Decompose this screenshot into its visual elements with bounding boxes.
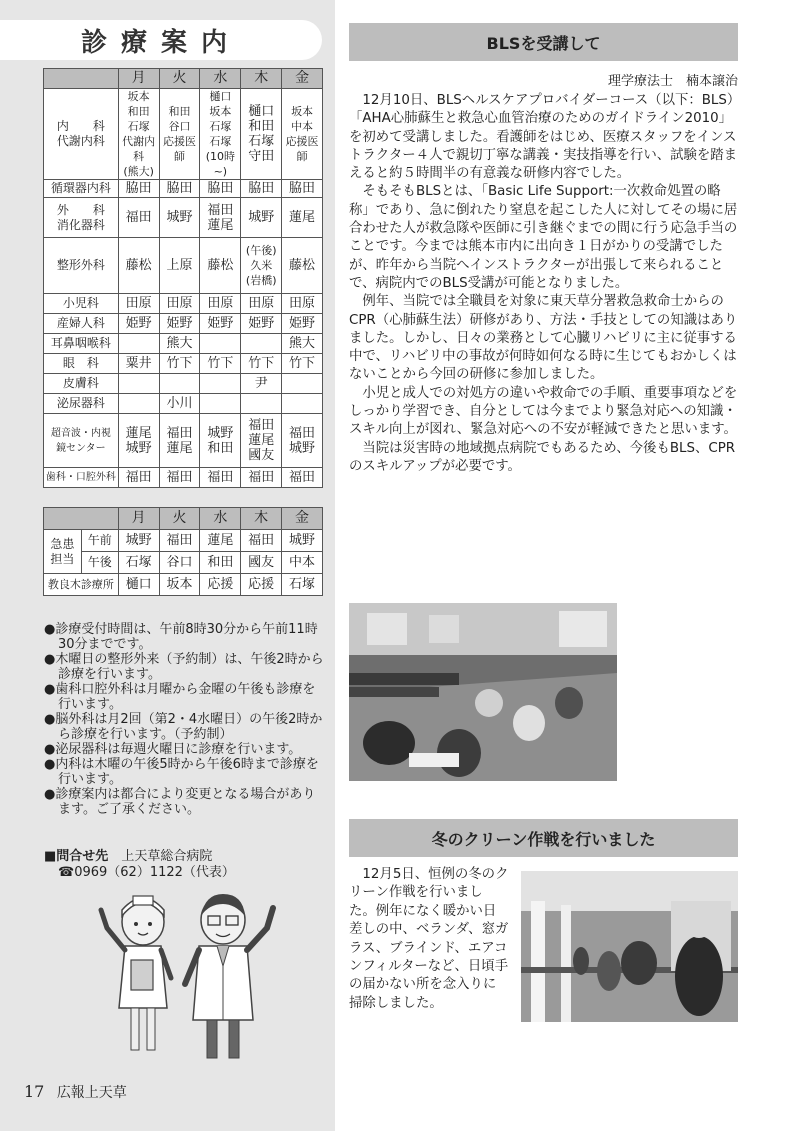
doctor-cell: 福田 城野 (282, 414, 323, 468)
publication-name: 広報上天草 (56, 1085, 127, 1101)
note-item: ●診療案内は都合により変更となる場合があります。ご了承ください。 (44, 787, 316, 817)
doctor-cell: 上原 (159, 238, 200, 294)
bls-paragraph: 小児と成人での対処方の違いや救命での手順、重要事項などをしっかり学習でき、自分としては今までより緊急対応への知識・スキル向上が図れ、緊急対応への不安が軽減できたと思います。 (349, 385, 738, 438)
doctor-cell: 城野 (159, 198, 200, 238)
doctor-cell: 田原 (241, 294, 282, 314)
doctor-cell: 城野 (241, 198, 282, 238)
clean-section-title: 冬のクリーン作戦を行いました (349, 819, 738, 857)
doctor-cell: 藤松 (200, 238, 241, 294)
doctor-cell (118, 374, 159, 394)
doctor-cell: 粟井 (118, 354, 159, 374)
department-name: 歯科・口腔外科 (44, 468, 119, 488)
doctor-cell: 蓮尾 城野 (118, 414, 159, 468)
doctor-cell (282, 394, 323, 414)
doctor-cell: (午後) 久米 (岩橋) (241, 238, 282, 294)
note-item: ●歯科口腔外科は月曜から金曜の午後も診療を行います。 (44, 682, 316, 712)
doctor-cell (282, 374, 323, 394)
inquiry-phone: ☎0969（62）1122（代表） (58, 865, 235, 880)
doctor-cell: 田原 (159, 294, 200, 314)
doctor-cell: 熊大 (282, 334, 323, 354)
doctor-cell: 福田 (282, 468, 323, 488)
clean-article-body (349, 866, 509, 1013)
day-header: 木 (241, 69, 282, 89)
schedule-row (44, 394, 323, 414)
doctor-cell: 福田 蓮尾 (200, 198, 241, 238)
doctor-cell (200, 334, 241, 354)
schedule-row (44, 198, 323, 238)
doctor-cell: 和田 谷口 応援医師 (159, 89, 200, 180)
emergency-pm-cell: 和田 (200, 552, 241, 574)
schedule-row (44, 468, 323, 488)
doctor-cell (118, 334, 159, 354)
clean-paragraph: 12月5日、恒例の冬のクリーン作戦を行いました。例年になく暖かい日差しの中、ベランダ、窓ガラス、ブラインド、エアコンフィルターなど、日頃手の届かない所を念入りに掃除しました。 (349, 867, 509, 1011)
schedule-row (44, 414, 323, 468)
nurse-figure (101, 896, 171, 1050)
clinic-cell: 石塚 (282, 574, 323, 596)
emergency-am-row (44, 530, 323, 552)
department-name: 泌尿器科 (44, 394, 119, 414)
doctor-cell: 樋口 坂本 石塚 石塚 (10時~) (200, 89, 241, 180)
doctor-cell: 福田 (118, 468, 159, 488)
inquiry (44, 849, 235, 881)
doctor-cell: 田原 (200, 294, 241, 314)
emergency-am-cell: 蓮尾 (200, 530, 241, 552)
emergency-pm-cell: 谷口 (159, 552, 200, 574)
doctor-cell: 小川 (159, 394, 200, 414)
department-name: 小児科 (44, 294, 119, 314)
emergency-pm-cell: 國友 (241, 552, 282, 574)
doctor-cell (118, 394, 159, 414)
emergency-am-cell: 福田 (241, 530, 282, 552)
emergency-table (43, 507, 323, 596)
department-name: 整形外科 (44, 238, 119, 294)
schedule-row (44, 180, 323, 198)
bls-author: 理学療法士 楠本譲治 (607, 74, 738, 89)
note-item: ●木曜日の整形外来（予約制）は、午後2時から診療を行います。 (44, 652, 324, 682)
doctor-cell: 福田 (159, 468, 200, 488)
doctor-cell (200, 374, 241, 394)
doctor-cell: 樋口 和田 石塚 守田 (241, 89, 282, 180)
doctor-cell (241, 334, 282, 354)
day-header: 火 (159, 508, 200, 530)
schedule-row (44, 314, 323, 334)
doctor-cell: 脇田 (200, 180, 241, 198)
doctor-cell: 坂本 和田 石塚 代謝内科 (熊大) (118, 89, 159, 180)
bls-paragraph: 12月10日、BLSヘルスケアプロバイダーコース（以下：BLS）「AHA心肺蘇生と救急心血管治療のためのガイドライン2010」を初めて受講しました。看護師をはじめ、医療スタッフをインストラクター４人で親切丁寧な講義・実技指導を行い、試験を踏まえると約５時間半の有意義な研修内容でした。 (349, 93, 738, 182)
schedule-header-row (44, 69, 323, 89)
clinic-row (44, 574, 323, 596)
day-header: 木 (241, 508, 282, 530)
bls-section-title: BLSを受講して (349, 23, 738, 61)
day-header: 火 (159, 69, 200, 89)
nurse-doctor-illustration (95, 888, 285, 1066)
clinic-cell: 坂本 (159, 574, 200, 596)
doctor-cell: 脇田 (282, 180, 323, 198)
doctor-cell: 福田 (200, 468, 241, 488)
doctor-cell: 藤松 (282, 238, 323, 294)
schedule-row (44, 374, 323, 394)
page-number: 17 (24, 1082, 45, 1101)
bls-article-body (349, 92, 739, 476)
doctor-cell: 尹 (241, 374, 282, 394)
doctor-cell: 脇田 (159, 180, 200, 198)
department-name: 循環器内科 (44, 180, 119, 198)
emergency-header-row (44, 508, 323, 530)
day-header: 金 (282, 69, 323, 89)
department-name: 外 科 消化器科 (44, 198, 119, 238)
inquiry-name: 上天草総合病院 (121, 849, 213, 864)
doctor-cell: 竹下 (200, 354, 241, 374)
department-name: 耳鼻咽喉科 (44, 334, 119, 354)
emergency-am-cell: 福田 (159, 530, 200, 552)
department-name: 眼 科 (44, 354, 119, 374)
bls-paragraph: 例年、当院では全職員を対象に東天草分署救急救命士からのCPR（心肺蘇生法）研修があり、方法・手技としての知識はありました。しかし、日々の業務として心臓リハビリに主に従事する中で、リハビリ中の事故が何時如何なる時に生じてもおかしくはないことから今回の研修に参加しました。 (349, 294, 738, 383)
emergency-am-cell: 城野 (282, 530, 323, 552)
doctor-cell: 脇田 (118, 180, 159, 198)
emergency-am-cell: 城野 (118, 530, 159, 552)
clean-operation-photo (521, 871, 738, 1022)
doctor-cell: 坂本 中本 応援医師 (282, 89, 323, 180)
department-name: 超音波・内視 鏡センター (44, 414, 119, 468)
doctor-cell: 福田 蓮尾 (159, 414, 200, 468)
doctor-cell: 福田 (241, 468, 282, 488)
doctor-cell: 姫野 (241, 314, 282, 334)
schedule-row (44, 334, 323, 354)
doctor-cell: 田原 (282, 294, 323, 314)
bls-paragraph: 当院は災害時の地域拠点病院でもあるため、今後もBLS、CPRのスキルアップが必要です。 (349, 440, 736, 474)
department-name: 皮膚科 (44, 374, 119, 394)
doctor-cell: 姫野 (118, 314, 159, 334)
day-header: 水 (200, 508, 241, 530)
schedule-row (44, 354, 323, 374)
bls-training-photo (349, 603, 617, 781)
page-footer (24, 1082, 127, 1102)
doctor-cell: 福田 蓮尾 國友 (241, 414, 282, 468)
emergency-label: 急患 担当 (44, 530, 82, 574)
clinic-guide-title: 診療案内 (0, 20, 322, 60)
doctor-cell: 藤松 (118, 238, 159, 294)
doctor-cell (200, 394, 241, 414)
doctor-cell: 竹下 (159, 354, 200, 374)
schedule-row (44, 294, 323, 314)
schedule-row (44, 238, 323, 294)
clinic-cell: 応援 (200, 574, 241, 596)
bls-paragraph: そもそもBLSとは、「Basic Life Support:一次救命処置の略称」であり、急に倒れたり窒息を起こした人に対してその場に居合わせた人が救急隊や医師に引き継ぐまでの間に行う応急手当のことです。今までは熊本市内に出向き１日がかりの受講でしたが、昨年から当院へインストラクターが出張して来られることで、病院内でのBLS受講が可能となりました。 (349, 184, 738, 291)
note-item: ●脳外科は月2回（第2・4水曜日）の午後2時から診療を行います。（予約制） (44, 712, 323, 742)
doctor-cell: 姫野 (159, 314, 200, 334)
emergency-am-label: 午前 (81, 530, 118, 552)
doctor-cell: 脇田 (241, 180, 282, 198)
emergency-pm-cell: 中本 (282, 552, 323, 574)
department-name: 産婦人科 (44, 314, 119, 334)
doctor-cell: 竹下 (282, 354, 323, 374)
doctor-cell: 熊大 (159, 334, 200, 354)
note-item: ●診療受付時間は、午前8時30分から午前11時30分までです。 (44, 622, 318, 652)
doctor-cell (241, 394, 282, 414)
schedule-table (43, 68, 323, 488)
day-header: 月 (118, 508, 159, 530)
doctor-cell: 城野 和田 (200, 414, 241, 468)
doctor-cell: 姫野 (282, 314, 323, 334)
day-header: 金 (282, 508, 323, 530)
doctor-cell: 姫野 (200, 314, 241, 334)
note-item: ●泌尿器科は毎週火曜日に診療を行います。 (44, 742, 302, 757)
emergency-pm-cell: 石塚 (118, 552, 159, 574)
doctor-cell: 竹下 (241, 354, 282, 374)
inquiry-label: ■問合せ先 (44, 849, 109, 864)
note-item: ●内科は木曜の午後5時から午後6時まで診療を行います。 (44, 757, 319, 787)
emergency-pm-label: 午後 (81, 552, 118, 574)
emergency-pm-row (44, 552, 323, 574)
notes-list (44, 622, 328, 817)
day-header: 月 (118, 69, 159, 89)
doctor-cell (159, 374, 200, 394)
day-header: 水 (200, 69, 241, 89)
clinic-cell: 樋口 (118, 574, 159, 596)
schedule-row (44, 89, 323, 180)
doctor-cell: 蓮尾 (282, 198, 323, 238)
doctor-cell: 福田 (118, 198, 159, 238)
clinic-cell: 応援 (241, 574, 282, 596)
clinic-label: 教良木診療所 (44, 574, 119, 596)
department-name: 内 科 代謝内科 (44, 89, 119, 180)
doctor-figure (185, 894, 273, 1058)
doctor-cell: 田原 (118, 294, 159, 314)
